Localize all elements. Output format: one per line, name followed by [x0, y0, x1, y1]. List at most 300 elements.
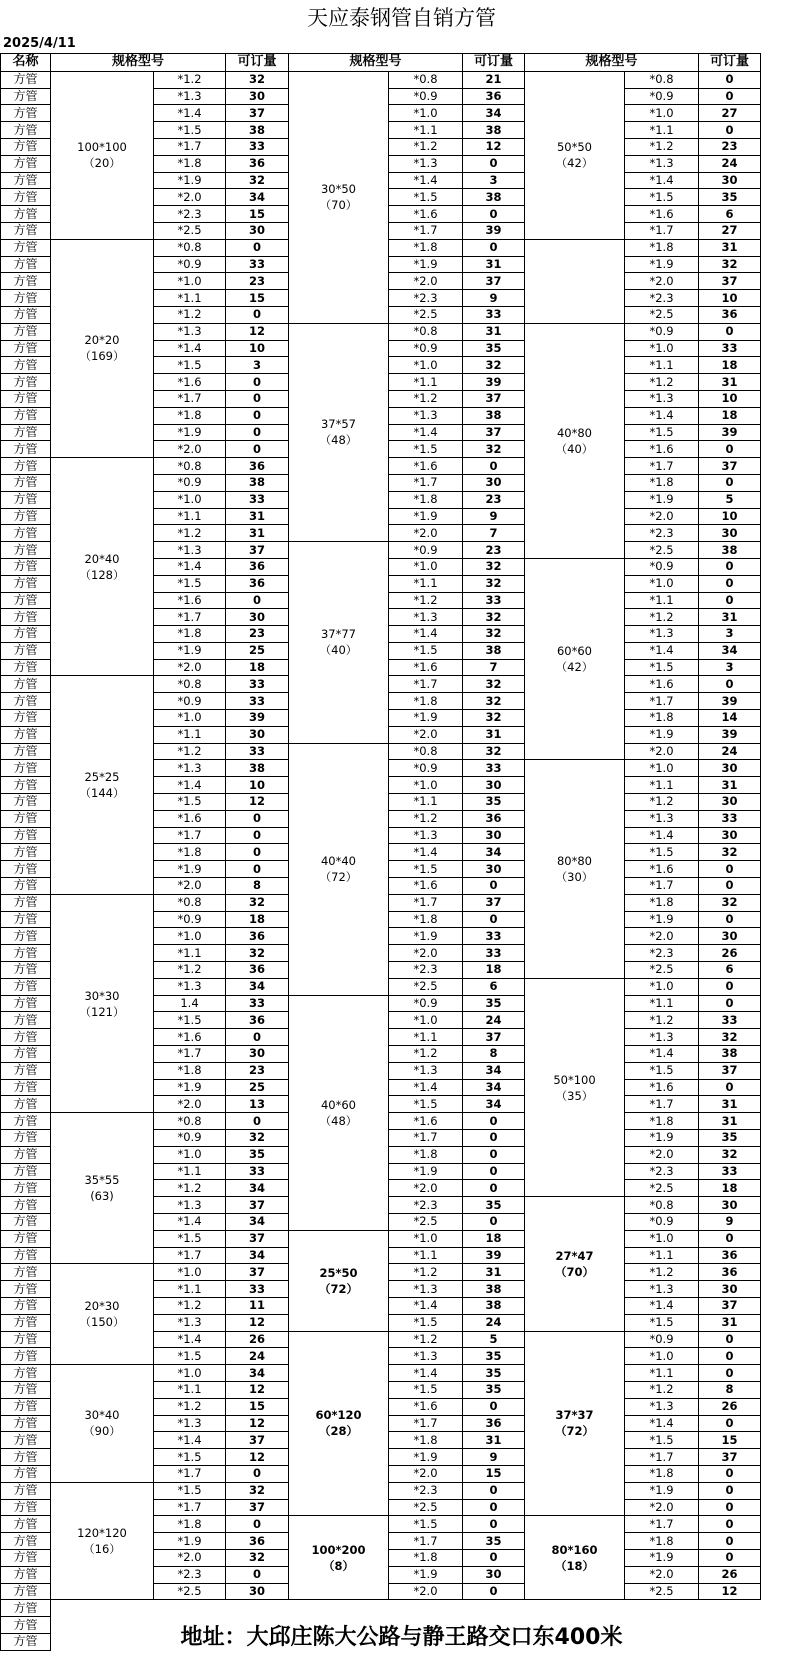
thickness-value: *1.6 [154, 592, 226, 609]
product-name: 方管 [1, 542, 51, 559]
product-name: 方管 [1, 189, 51, 206]
product-name: 方管 [1, 206, 51, 223]
thickness-value: *1.9 [389, 508, 463, 525]
thickness-value: *1.0 [154, 273, 226, 290]
quantity-value: 18 [699, 407, 761, 424]
thickness-value: *1.1 [389, 575, 463, 592]
thickness-value: *1.6 [389, 1398, 463, 1415]
thickness-value: *2.0 [625, 1499, 699, 1516]
product-name: 方管 [1, 626, 51, 643]
thickness-value: *2.3 [389, 1197, 463, 1214]
thickness-value: *2.5 [154, 222, 226, 239]
spec-group-count: （30） [555, 870, 594, 885]
spec-group-count: （169） [79, 349, 125, 364]
thickness-value: *1.6 [625, 861, 699, 878]
product-name: 方管 [1, 138, 51, 155]
table-row [1, 71, 761, 88]
spec-group-name: 27*47 [555, 1248, 594, 1263]
spec-group [525, 323, 625, 558]
product-name: 方管 [1, 978, 51, 995]
thickness-value: *1.5 [154, 575, 226, 592]
quantity-value: 0 [463, 155, 525, 172]
quantity-value: 38 [699, 542, 761, 559]
product-name: 方管 [1, 407, 51, 424]
quantity-value: 35 [699, 1130, 761, 1147]
thickness-value: *1.1 [625, 1365, 699, 1382]
spec-group [289, 71, 389, 323]
quantity-value: 12 [226, 1449, 289, 1466]
product-name: 方管 [1, 861, 51, 878]
thickness-value: *1.0 [154, 491, 226, 508]
thickness-value: *1.0 [389, 1230, 463, 1247]
spec-group-name: 120*120 [77, 1526, 127, 1541]
thickness-value: *1.9 [154, 1533, 226, 1550]
quantity-value: 0 [463, 878, 525, 895]
quantity-value: 0 [699, 676, 761, 693]
thickness-value: *1.5 [625, 1432, 699, 1449]
spec-group [51, 239, 154, 457]
spec-group-count: （8） [322, 1558, 354, 1573]
product-name: 方管 [1, 659, 51, 676]
quantity-value: 14 [699, 710, 761, 727]
thickness-value: *1.4 [154, 558, 226, 575]
product-name: 方管 [1, 1331, 51, 1348]
quantity-value: 23 [463, 491, 525, 508]
quantity-value: 0 [699, 861, 761, 878]
spec-group [51, 1113, 154, 1264]
spec-group [289, 1516, 389, 1600]
quantity-value: 30 [226, 1046, 289, 1063]
thickness-value: *1.7 [625, 878, 699, 895]
thickness-value: *1.7 [625, 1096, 699, 1113]
thickness-value: *1.2 [389, 810, 463, 827]
spec-group-count: （42） [555, 156, 594, 171]
thickness-value: *2.3 [625, 290, 699, 307]
product-name: 方管 [1, 726, 51, 743]
quantity-value: 0 [699, 592, 761, 609]
quantity-value: 35 [463, 995, 525, 1012]
quantity-value: 34 [699, 642, 761, 659]
quantity-value: 12 [699, 1583, 761, 1600]
thickness-value: *1.2 [154, 306, 226, 323]
thickness-value: *0.8 [389, 743, 463, 760]
quantity-value: 34 [226, 978, 289, 995]
thickness-value: *1.5 [389, 189, 463, 206]
thickness-value: *1.9 [154, 424, 226, 441]
product-name: 方管 [1, 760, 51, 777]
quantity-value: 30 [463, 861, 525, 878]
product-name: 方管 [1, 1449, 51, 1466]
product-name: 方管 [1, 642, 51, 659]
thickness-value: *1.4 [389, 844, 463, 861]
thickness-value: *1.0 [154, 1146, 226, 1163]
thickness-value: *1.1 [625, 592, 699, 609]
header-qty: 可订量 [699, 54, 761, 72]
product-name: 方管 [1, 1247, 51, 1264]
product-name: 方管 [1, 256, 51, 273]
quantity-value: 15 [226, 290, 289, 307]
quantity-value: 3 [226, 357, 289, 374]
product-name: 方管 [1, 458, 51, 475]
quantity-value: 11 [226, 1297, 289, 1314]
thickness-value: *2.5 [389, 1499, 463, 1516]
spec-group-count: （40） [555, 441, 594, 456]
quantity-value: 32 [226, 945, 289, 962]
thickness-value: *1.9 [625, 491, 699, 508]
quantity-value: 39 [226, 710, 289, 727]
quantity-value: 0 [463, 1213, 525, 1230]
product-name: 方管 [1, 592, 51, 609]
quantity-value: 30 [699, 928, 761, 945]
spec-group [289, 323, 389, 541]
thickness-value: *1.4 [389, 1079, 463, 1096]
product-name: 方管 [1, 105, 51, 122]
thickness-value: *2.0 [154, 189, 226, 206]
thickness-value: *1.1 [625, 122, 699, 139]
thickness-value: *1.7 [389, 474, 463, 491]
thickness-value: *1.0 [625, 105, 699, 122]
quantity-value: 30 [699, 1281, 761, 1298]
quantity-value: 0 [463, 1180, 525, 1197]
thickness-value: *1.4 [154, 777, 226, 794]
quantity-value: 31 [699, 1096, 761, 1113]
header-spec: 规格型号 [51, 54, 226, 72]
address-footer: 地址：大邱庄陈大公路与静王路交口东400米 [180, 1625, 623, 1650]
thickness-value: *1.3 [154, 1314, 226, 1331]
quantity-value: 10 [226, 340, 289, 357]
quantity-value: 33 [226, 1163, 289, 1180]
quantity-value: 31 [699, 777, 761, 794]
quantity-value: 32 [226, 172, 289, 189]
thickness-value: *2.0 [154, 1549, 226, 1566]
thickness-value: *1.9 [154, 861, 226, 878]
thickness-value: *1.7 [625, 1516, 699, 1533]
thickness-value: *1.1 [625, 995, 699, 1012]
product-name: 方管 [1, 894, 51, 911]
quantity-value: 0 [226, 390, 289, 407]
quantity-value: 37 [226, 1197, 289, 1214]
thickness-value: *2.0 [389, 273, 463, 290]
thickness-value: *1.8 [389, 239, 463, 256]
quantity-value: 0 [699, 71, 761, 88]
quantity-value: 34 [463, 1079, 525, 1096]
quantity-value: 30 [226, 726, 289, 743]
quantity-value: 32 [463, 676, 525, 693]
quantity-value: 18 [226, 911, 289, 928]
thickness-value: *0.9 [154, 1130, 226, 1147]
thickness-value: *1.5 [389, 1314, 463, 1331]
product-name: 方管 [1, 1499, 51, 1516]
product-name: 方管 [1, 575, 51, 592]
report-date: 2025/4/11 [3, 36, 76, 51]
thickness-value: *0.9 [389, 542, 463, 559]
product-name: 方管 [1, 273, 51, 290]
product-name: 方管 [1, 1365, 51, 1382]
product-name: 方管 [1, 1566, 51, 1583]
quantity-value: 0 [226, 424, 289, 441]
thickness-value: *1.2 [154, 1297, 226, 1314]
thickness-value: *1.9 [625, 256, 699, 273]
quantity-value: 0 [226, 239, 289, 256]
quantity-value: 37 [226, 542, 289, 559]
product-name: 方管 [1, 1146, 51, 1163]
quantity-value: 0 [463, 206, 525, 223]
header-qty: 可订量 [463, 54, 525, 72]
quantity-value: 37 [463, 424, 525, 441]
thickness-value: *2.5 [625, 1180, 699, 1197]
thickness-value: *2.0 [625, 273, 699, 290]
quantity-value: 37 [463, 894, 525, 911]
quantity-value: 36 [226, 962, 289, 979]
quantity-value: 0 [463, 1398, 525, 1415]
header-name: 名称 [1, 54, 51, 72]
quantity-value: 0 [699, 1516, 761, 1533]
product-name: 方管 [1, 491, 51, 508]
thickness-value: *0.9 [625, 88, 699, 105]
quantity-value: 37 [226, 105, 289, 122]
quantity-value: 32 [463, 357, 525, 374]
spec-group [289, 995, 389, 1230]
quantity-value: 33 [226, 256, 289, 273]
spec-group-count: （40） [319, 643, 358, 658]
thickness-value: *1.7 [625, 693, 699, 710]
thickness-value: *0.8 [154, 239, 226, 256]
quantity-value: 36 [463, 88, 525, 105]
quantity-value: 34 [226, 1213, 289, 1230]
thickness-value: *1.2 [625, 138, 699, 155]
quantity-value: 35 [463, 1533, 525, 1550]
thickness-value: *0.8 [154, 458, 226, 475]
thickness-value: *1.9 [625, 1130, 699, 1147]
thickness-value: *1.0 [389, 1012, 463, 1029]
spec-group-name: 20*40 [84, 551, 120, 566]
thickness-value: *0.9 [625, 1213, 699, 1230]
thickness-value: *1.2 [389, 1264, 463, 1281]
quantity-value: 12 [463, 138, 525, 155]
spec-group [525, 1516, 625, 1600]
thickness-value: *1.4 [625, 1046, 699, 1063]
thickness-value: *1.7 [154, 827, 226, 844]
thickness-value: *1.5 [154, 794, 226, 811]
thickness-value: *1.8 [625, 1113, 699, 1130]
quantity-value: 10 [699, 508, 761, 525]
quantity-value: 33 [699, 1163, 761, 1180]
thickness-value: *0.9 [154, 911, 226, 928]
quantity-value: 30 [226, 609, 289, 626]
quantity-value: 18 [699, 1180, 761, 1197]
quantity-value: 0 [699, 1465, 761, 1482]
quantity-value: 0 [463, 1113, 525, 1130]
thickness-value: *1.0 [625, 575, 699, 592]
product-name: 方管 [1, 1600, 51, 1617]
thickness-value: *1.2 [625, 1264, 699, 1281]
thickness-value: *0.8 [389, 323, 463, 340]
thickness-value: *1.4 [389, 172, 463, 189]
thickness-value: *1.8 [625, 710, 699, 727]
spec-group [525, 760, 625, 978]
quantity-value: 6 [463, 978, 525, 995]
thickness-value: *2.5 [389, 1213, 463, 1230]
header-spec: 规格型号 [289, 54, 463, 72]
quantity-value: 36 [226, 458, 289, 475]
quantity-value: 5 [699, 491, 761, 508]
quantity-value: 0 [699, 1549, 761, 1566]
quantity-value: 0 [699, 558, 761, 575]
quantity-value: 34 [463, 844, 525, 861]
quantity-value: 18 [226, 659, 289, 676]
thickness-value: *1.7 [154, 1046, 226, 1063]
quantity-value: 38 [463, 1297, 525, 1314]
product-name: 方管 [1, 1583, 51, 1600]
thickness-value: *1.9 [625, 726, 699, 743]
quantity-value: 8 [699, 1381, 761, 1398]
thickness-value: *1.2 [625, 1012, 699, 1029]
quantity-value: 31 [463, 1432, 525, 1449]
spec-group-name: 80*160 [551, 1542, 598, 1557]
thickness-value: *1.5 [625, 659, 699, 676]
quantity-value: 0 [463, 1499, 525, 1516]
quantity-value: 33 [699, 340, 761, 357]
spec-group-count: （72） [318, 1281, 358, 1296]
thickness-value: *0.9 [625, 323, 699, 340]
thickness-value: *0.9 [154, 256, 226, 273]
thickness-value: *1.7 [625, 1449, 699, 1466]
thickness-value: *1.1 [389, 1247, 463, 1264]
product-name: 方管 [1, 1432, 51, 1449]
quantity-value: 0 [226, 441, 289, 458]
spec-group [525, 239, 625, 323]
quantity-value: 35 [463, 1197, 525, 1214]
thickness-value: 1.4 [154, 995, 226, 1012]
quantity-value: 32 [226, 1130, 289, 1147]
quantity-value: 37 [699, 458, 761, 475]
quantity-value: 36 [226, 1012, 289, 1029]
thickness-value: *1.8 [625, 239, 699, 256]
thickness-value: *1.7 [154, 138, 226, 155]
thickness-value: *1.1 [154, 1163, 226, 1180]
quantity-value: 15 [226, 206, 289, 223]
spec-group [289, 542, 389, 744]
product-name: 方管 [1, 1213, 51, 1230]
quantity-value: 38 [226, 474, 289, 491]
quantity-value: 35 [463, 794, 525, 811]
quantity-value: 36 [699, 306, 761, 323]
thickness-value: *1.5 [625, 424, 699, 441]
thickness-value: *1.9 [389, 1449, 463, 1466]
product-name: 方管 [1, 928, 51, 945]
thickness-value: *0.8 [389, 71, 463, 88]
quantity-value: 0 [699, 575, 761, 592]
thickness-value: *1.3 [625, 810, 699, 827]
thickness-value: *2.0 [625, 1146, 699, 1163]
spec-group-count: （70） [319, 198, 358, 213]
quantity-value: 33 [699, 1012, 761, 1029]
quantity-value: 12 [226, 1381, 289, 1398]
quantity-value: 39 [463, 374, 525, 391]
thickness-value: *1.5 [154, 357, 226, 374]
quantity-value: 39 [699, 726, 761, 743]
quantity-value: 24 [463, 1012, 525, 1029]
spec-group-name: 35*55 [84, 1173, 120, 1188]
quantity-value: 0 [699, 1499, 761, 1516]
product-name: 方管 [1, 810, 51, 827]
thickness-value: *0.8 [154, 1113, 226, 1130]
quantity-value: 0 [699, 88, 761, 105]
spec-group [525, 558, 625, 760]
quantity-value: 32 [699, 256, 761, 273]
thickness-value: *1.5 [154, 1012, 226, 1029]
product-name: 方管 [1, 693, 51, 710]
quantity-value: 0 [226, 844, 289, 861]
table-row [1, 1600, 761, 1617]
thickness-value: *1.1 [154, 290, 226, 307]
thickness-value: *2.0 [154, 659, 226, 676]
spec-group-name: 50*50 [556, 140, 593, 155]
quantity-value: 31 [699, 1113, 761, 1130]
quantity-value: 0 [463, 1130, 525, 1147]
quantity-value: 18 [699, 357, 761, 374]
spec-group-name: 37*37 [555, 1408, 594, 1423]
thickness-value: *1.4 [625, 1415, 699, 1432]
quantity-value: 37 [226, 1432, 289, 1449]
thickness-value: *2.5 [625, 542, 699, 559]
thickness-value: *1.4 [389, 1365, 463, 1382]
quantity-value: 15 [699, 1432, 761, 1449]
thickness-value: *2.3 [389, 290, 463, 307]
thickness-value: *2.5 [625, 306, 699, 323]
quantity-value: 0 [226, 1113, 289, 1130]
quantity-value: 30 [463, 777, 525, 794]
spec-group-name: 37*57 [320, 417, 357, 432]
quantity-value: 30 [226, 88, 289, 105]
thickness-value: *1.2 [154, 1180, 226, 1197]
product-name: 方管 [1, 1096, 51, 1113]
quantity-value: 0 [699, 911, 761, 928]
thickness-value: *1.2 [154, 71, 226, 88]
quantity-value: 33 [463, 945, 525, 962]
spec-group [525, 1331, 625, 1516]
product-name: 方管 [1, 844, 51, 861]
thickness-value: *1.3 [389, 155, 463, 172]
spec-group-count: （70） [554, 1264, 594, 1279]
product-name: 方管 [1, 474, 51, 491]
spec-group [289, 1331, 389, 1516]
quantity-value: 30 [226, 222, 289, 239]
thickness-value: *1.9 [625, 911, 699, 928]
spec-group-name: 30*30 [84, 988, 120, 1003]
thickness-value: *1.2 [389, 592, 463, 609]
quantity-value: 7 [463, 659, 525, 676]
product-name: 方管 [1, 1465, 51, 1482]
thickness-value: *1.8 [389, 911, 463, 928]
thickness-value: *1.3 [389, 827, 463, 844]
quantity-value: 36 [226, 155, 289, 172]
quantity-value: 0 [226, 1465, 289, 1482]
quantity-value: 0 [463, 1516, 525, 1533]
quantity-value: 34 [463, 1062, 525, 1079]
quantity-value: 3 [699, 626, 761, 643]
thickness-value: *1.0 [389, 777, 463, 794]
product-name: 方管 [1, 1029, 51, 1046]
thickness-value: *1.4 [625, 827, 699, 844]
thickness-value: *0.9 [389, 340, 463, 357]
quantity-value: 36 [463, 1415, 525, 1432]
spec-group-name: 60*120 [315, 1408, 362, 1423]
quantity-value: 37 [463, 390, 525, 407]
thickness-value: *0.8 [154, 894, 226, 911]
quantity-value: 23 [226, 626, 289, 643]
product-name: 方管 [1, 1197, 51, 1214]
